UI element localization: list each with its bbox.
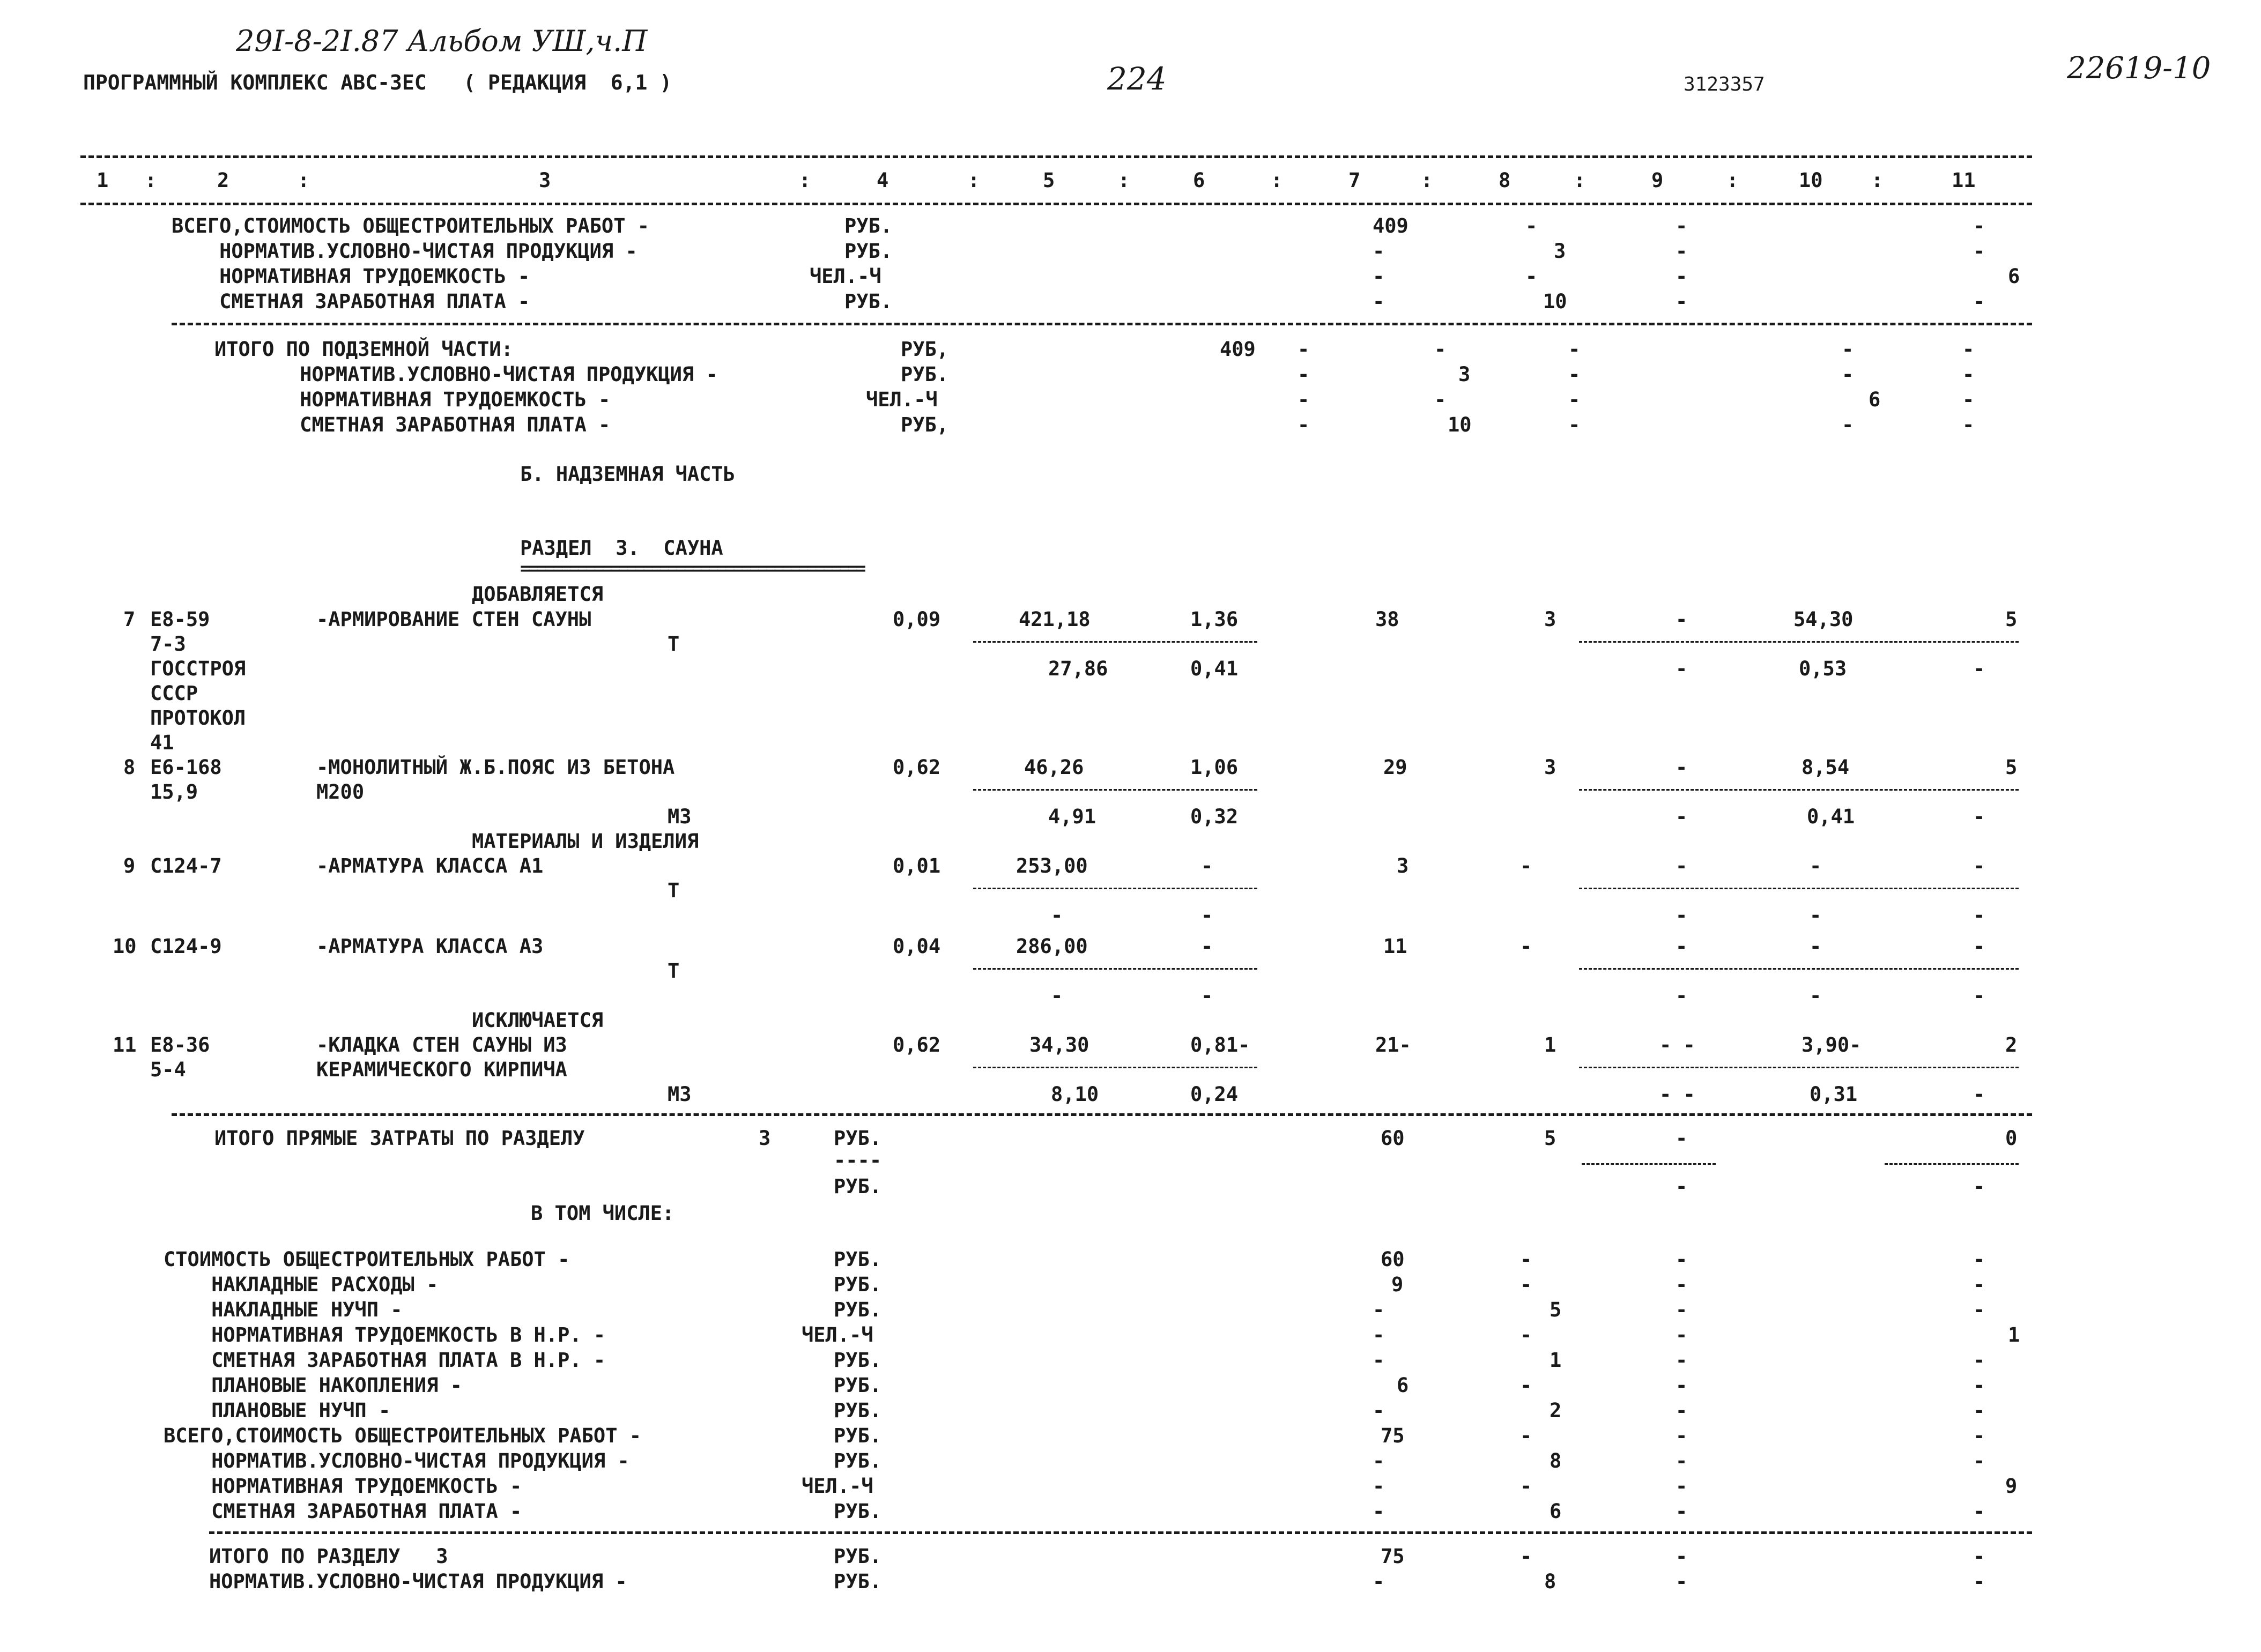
breakdown-label: НОРМАТИВНАЯ ТРУДОЕМКОСТЬ В Н.Р. - [164,1323,606,1346]
item-wage-price: - [1201,935,1213,958]
breakdown-c11: 9 [2005,1475,2018,1498]
item-c11: 5 [2005,756,2018,779]
item-c10: - [1810,854,1822,877]
block2-h: - [1962,363,1975,386]
breakdown-c7: 60 [1381,1248,1405,1271]
breakdown-c11: - [1973,1449,1985,1472]
block1-c9: - [1676,214,1688,237]
item-c9b: - [1676,805,1688,828]
item-c11b: - [1973,657,1985,680]
breakdown-c11: 1 [2008,1323,2020,1346]
item-number: 11 [113,1033,137,1056]
breakdown-unit: ЧЕЛ.-Ч [802,1323,873,1346]
col-sep-5: : [1118,169,1130,192]
breakdown-c9: - [1676,1323,1688,1346]
block2-unit: РУБ, [901,338,949,361]
breakdown-c8: 1 [1550,1349,1562,1372]
final-unit: РУБ. [834,1545,882,1568]
breakdown-c7: - [1373,1323,1385,1346]
col-sep-7: : [1421,169,1433,192]
item-c9b: - [1676,984,1688,1007]
block1-c7: - [1373,240,1385,263]
breakdown-unit: РУБ. [834,1500,882,1523]
item-subrule [1579,968,2019,970]
totals-c7: 60 [1381,1127,1405,1150]
item-c11: 2 [2005,1033,2018,1056]
block1-c7: - [1373,290,1385,313]
item-unit: Т [668,632,680,656]
totals-c8: 5 [1544,1127,1556,1150]
breakdown-unit: РУБ. [834,1248,882,1271]
item-wage-price: 0,81- [1190,1033,1250,1056]
item-quantity: 0,62 [893,756,941,779]
breakdown-unit: РУБ. [834,1374,882,1397]
block2-h: - [1962,413,1975,436]
col-sep-9: : [1726,169,1739,192]
breakdown-label: ПЛАНОВЫЕ НАКОПЛЕНИЯ - [164,1374,462,1397]
block1-rule [172,323,2032,325]
item-code-extra: 7-3 [150,632,186,656]
breakdown-c7: 75 [1381,1424,1405,1447]
block2-f: - [1842,338,1854,361]
materials-heading: МАТЕРИАЛЫ И ИЗДЕЛИЯ [472,830,699,853]
item-cost: 29 [1383,756,1407,779]
col-header-9: 9 [1651,169,1664,192]
item-c11b: - [1973,1083,1985,1106]
block1-c7: - [1373,265,1385,288]
item-subrule [973,968,1257,970]
table-header-rule [80,203,2032,205]
breakdown-c9: - [1676,1374,1688,1397]
breakdown-label: НАКЛАДНЫЕ РАСХОДЫ - [164,1273,439,1296]
item-c9b: - [1676,657,1688,680]
breakdown-c8: - [1520,1475,1532,1498]
col-sep-6: : [1271,169,1283,192]
breakdown-c9: - [1676,1424,1688,1447]
item-wage-part: - [1201,984,1213,1007]
totals-unit: РУБ. [834,1127,882,1150]
breakdown-c7: - [1373,1500,1385,1523]
breakdown-c8: - [1520,1374,1532,1397]
col-header-1: 1 [97,169,109,192]
block1-label: НОРМАТИВНАЯ ТРУДОЕМКОСТЬ - [172,265,530,288]
breakdown-c9: - [1676,1500,1688,1523]
breakdown-c11: - [1973,1500,1985,1523]
item-wage-price: 1,36 [1190,608,1239,631]
block1-c8: 10 [1543,290,1567,313]
item-subrule [1579,789,2019,791]
item-unit: М3 [668,1083,692,1106]
section-title: Б. НАДЗЕМНАЯ ЧАСТЬ [520,463,735,486]
block2-d: 3 [1458,363,1471,386]
excluded-heading: ИСКЛЮЧАЕТСЯ [472,1009,604,1032]
breakdown-c7: - [1373,1449,1385,1472]
breakdown-c9: - [1676,1298,1688,1321]
item-name: -АРМАТУРА КЛАССА А3 [316,935,544,958]
block2-unit: ЧЕЛ.-Ч [866,388,938,411]
item-name: -АРМАТУРА КЛАССА А1 [316,854,544,877]
block2-d: 10 [1448,413,1472,436]
item-price: 286,00 [1016,935,1088,958]
item-c10b: 0,41 [1807,805,1855,828]
block2-c: - [1434,338,1447,361]
item-subrule [1579,888,2019,889]
item-price-wage: - [1051,904,1063,927]
item-c9: - - [1659,1033,1695,1056]
block2-b: - [1298,388,1310,411]
item-quantity: 0,62 [893,1033,941,1056]
document-code: 3123357 [1684,73,1765,95]
breakdown-unit: РУБ. [834,1273,882,1296]
totals-razdel-no: 3 [759,1127,771,1150]
item-price-wage: 4,91 [1048,805,1096,828]
item-wage-price: - [1201,854,1213,877]
breakdown-c11: - [1973,1349,1985,1372]
block2-e: - [1568,363,1581,386]
final-label: НОРМАТИВ.УСЛОВНО-ЧИСТАЯ ПРОДУКЦИЯ - [209,1570,627,1593]
col-header-6: 6 [1193,169,1205,192]
breakdown-c8: 8 [1550,1449,1562,1472]
breakdown-unit: РУБ. [834,1424,882,1447]
breakdown-unit: ЧЕЛ.-Ч [802,1475,873,1498]
item-name-cont: М200 [316,780,365,803]
item-name: -АРМИРОВАНИЕ СТЕН САУНЫ [316,608,591,631]
breakdown-c8: - [1520,1273,1532,1296]
item-price: 421,18 [1019,608,1091,631]
breakdown-c9: - [1676,1399,1688,1422]
col-sep-3: : [799,169,811,192]
razdel-title: РАЗДЕЛ 3. САУНА [520,537,723,560]
item-c9: - [1676,854,1688,877]
totals-unit-sep: ---- [834,1149,882,1172]
final-rule [209,1531,2032,1534]
item-quantity: 0,04 [893,935,941,958]
col-sep-1: : [145,169,157,192]
col-sep-10: : [1871,169,1884,192]
breakdown-c9: - [1676,1273,1688,1296]
totals-subrule [1582,1163,1716,1165]
item-name-cont: КЕРАМИЧЕСКОГО КИРПИЧА [316,1058,567,1081]
block2-a: 409 [1220,338,1256,361]
breakdown-unit: РУБ. [834,1349,882,1372]
block2-unit: РУБ, [901,413,949,436]
item-cost: 11 [1383,935,1407,958]
item-c10: 8,54 [1802,756,1850,779]
col-header-3: 3 [539,169,551,192]
item-price: 46,26 [1024,756,1084,779]
item-wage-part: 0,41 [1190,657,1239,680]
block2-e: - [1568,388,1581,411]
block1-c11: 6 [2008,265,2020,288]
razdel-underline: ========================================== [520,558,864,578]
item-quantity: 0,09 [893,608,941,631]
item-number: 8 [123,756,136,779]
breakdown-c7: - [1373,1399,1385,1422]
col-sep-4: : [968,169,980,192]
item-c8: 3 [1544,608,1556,631]
item-subrule [973,641,1257,643]
item-price-wage: - [1051,984,1063,1007]
breakdown-c7: - [1373,1475,1385,1498]
block1-unit: ЧЕЛ.-Ч [810,265,881,288]
breakdown-label: НОРМАТИВНАЯ ТРУДОЕМКОСТЬ - [164,1475,522,1498]
final-c8: 8 [1544,1570,1556,1593]
item-c10b: - [1810,984,1822,1007]
item-subrule [1579,641,2019,643]
added-heading: ДОБАВЛЯЕТСЯ [472,583,604,606]
item-code-extra: СССР [150,682,198,705]
item-number: 7 [123,608,136,631]
block1-c8: 3 [1554,240,1566,263]
block2-label: СМЕТНАЯ ЗАРАБОТНАЯ ПЛАТА - [252,413,611,436]
breakdown-label: СТОИМОСТЬ ОБЩЕСТРОИТЕЛЬНЫХ РАБОТ - [164,1248,570,1271]
breakdown-c11: - [1973,1399,1985,1422]
final-c7: 75 [1381,1545,1405,1568]
item-cost: 38 [1375,608,1399,631]
item-c11b: - [1973,904,1985,927]
block1-label: НОРМАТИВ.УСЛОВНО-ЧИСТАЯ ПРОДУКЦИЯ - [172,240,637,263]
item-code: Е6-168 [150,756,222,779]
item-c8: 1 [1544,1033,1556,1056]
item-c10: 54,30 [1793,608,1854,631]
final-label: ИТОГО ПО РАЗДЕЛУ 3 [209,1545,448,1568]
item-name: -МОНОЛИТНЫЙ Ж.Б.ПОЯС ИЗ БЕТОНА [316,756,675,779]
block1-unit: РУБ. [844,214,893,237]
item-unit: М3 [668,805,692,828]
block1-c11: - [1973,240,1985,263]
final-unit: РУБ. [834,1570,882,1593]
item-c11: 5 [2005,608,2018,631]
breakdown-label: СМЕТНАЯ ЗАРАБОТНАЯ ПЛАТА - [164,1500,522,1523]
totals-rule [172,1113,2032,1116]
breakdown-label: ВСЕГО,СТОИМОСТЬ ОБЩЕСТРОИТЕЛЬНЫХ РАБОТ - [164,1424,642,1447]
item-c10b: 0,53 [1799,657,1847,680]
block2-f: - [1842,363,1854,386]
breakdown-c8: - [1520,1248,1532,1271]
item-c9b: - - [1659,1083,1695,1106]
totals-unit2: РУБ. [834,1175,882,1198]
block2-c: - [1434,388,1447,411]
breakdown-c11: - [1973,1273,1985,1296]
final-c7: - [1373,1570,1385,1593]
breakdown-c8: - [1520,1424,1532,1447]
item-code-extra: 41 [150,731,174,754]
block1-c8: - [1525,265,1538,288]
block2-h: - [1962,338,1975,361]
block1-label: ВСЕГО,СТОИМОСТЬ ОБЩЕСТРОИТЕЛЬНЫХ РАБОТ - [172,214,650,237]
block1-unit: РУБ. [844,240,893,263]
item-code-extra: 5-4 [150,1058,186,1081]
col-sep-2: : [298,169,310,192]
item-c10: - [1810,935,1822,958]
totals-c9: - [1676,1127,1688,1150]
block1-c8: - [1525,214,1538,237]
breakdown-c11: - [1973,1424,1985,1447]
col-header-8: 8 [1499,169,1511,192]
item-cost: 3 [1397,854,1409,877]
breakdown-c9: - [1676,1248,1688,1271]
item-c10: 3,90- [1802,1033,1862,1056]
breakdown-label: ПЛАНОВЫЕ НУЧП - [164,1399,391,1422]
block1-label: СМЕТНАЯ ЗАРАБОТНАЯ ПЛАТА - [172,290,530,313]
item-subrule [1579,1067,2019,1068]
item-code: Е8-36 [150,1033,210,1056]
breakdown-c8: - [1520,1323,1532,1346]
block1-unit: РУБ. [844,290,893,313]
item-wage-price: 1,06 [1190,756,1239,779]
block2-b: - [1298,413,1310,436]
col-header-7: 7 [1348,169,1361,192]
block2-g: 6 [1869,388,1881,411]
item-code: С124-7 [150,854,222,877]
breakdown-unit: РУБ. [834,1399,882,1422]
item-price-wage: 27,86 [1048,657,1108,680]
breakdown-c9: - [1676,1475,1688,1498]
item-subrule [973,888,1257,889]
breakdown-c8: 5 [1550,1298,1562,1321]
totals-title: ИТОГО ПРЯМЫЕ ЗАТРАТЫ ПО РАЗДЕЛУ [214,1127,585,1150]
item-code-extra: 15,9 [150,780,198,803]
item-wage-part: 0,32 [1190,805,1239,828]
item-number: 10 [113,935,137,958]
item-number: 9 [123,854,136,877]
item-code: С124-9 [150,935,222,958]
final-c11: - [1973,1545,1985,1568]
item-subrule [973,789,1257,791]
in-that-number-heading: В ТОМ ЧИСЛЕ: [531,1202,674,1225]
block1-c9: - [1676,265,1688,288]
item-name: -КЛАДКА СТЕН САУНЫ ИЗ [316,1033,567,1056]
breakdown-label: НАКЛАДНЫЕ НУЧП - [164,1298,403,1321]
album-reference: 29I-8-2I.87 Альбом УШ,ч.П [236,24,648,58]
block1-c9: - [1676,240,1688,263]
breakdown-c7: - [1373,1298,1385,1321]
item-c9: - [1676,935,1688,958]
item-price: 253,00 [1016,854,1088,877]
block2-e: - [1568,413,1581,436]
block2-b: - [1298,363,1310,386]
col-header-11: 11 [1952,169,1976,192]
page-number: 224 [1107,61,1167,97]
item-wage-part: 0,24 [1190,1083,1239,1106]
block2-unit: РУБ. [901,363,949,386]
block2-label: НОРМАТИВНАЯ ТРУДОЕМКОСТЬ - [252,388,611,411]
breakdown-c9: - [1676,1449,1688,1472]
totals-subrule [1885,1163,2019,1165]
breakdown-c7: - [1373,1349,1385,1372]
breakdown-c11: - [1973,1298,1985,1321]
breakdown-unit: РУБ. [834,1298,882,1321]
block1-c11: - [1973,214,1985,237]
col-header-5: 5 [1043,169,1055,192]
col-sep-8: : [1574,169,1586,192]
item-c8: 3 [1544,756,1556,779]
item-code-extra: ПРОТОКОЛ [150,706,246,730]
col-header-2: 2 [217,169,229,192]
item-wage-part: - [1201,904,1213,927]
item-c11b: - [1973,984,1985,1007]
totals-c9b: - [1676,1175,1688,1198]
final-c8: - [1520,1545,1532,1568]
breakdown-c8: 6 [1550,1500,1562,1523]
item-c8: - [1520,935,1532,958]
block2-f: - [1842,413,1854,436]
item-subrule [973,1067,1257,1068]
final-c11: - [1973,1570,1985,1593]
item-c11: - [1973,935,1985,958]
item-c11b: - [1973,805,1985,828]
item-code: Е8-59 [150,608,210,631]
item-price: 34,30 [1029,1033,1089,1056]
breakdown-label: СМЕТНАЯ ЗАРАБОТНАЯ ПЛАТА В Н.Р. - [164,1349,606,1372]
item-quantity: 0,01 [893,854,941,877]
block2-h: - [1962,388,1975,411]
item-cost: 21- [1375,1033,1411,1056]
totals-c11b: - [1973,1175,1985,1198]
final-c9: - [1676,1545,1688,1568]
item-c9b: - [1676,904,1688,927]
item-code-extra: ГОССТРОЯ [150,657,246,680]
item-unit: Т [668,959,680,983]
breakdown-c7: 9 [1391,1273,1404,1296]
program-title: ПРОГРАММНЫЙ КОМПЛЕКС АВС-3ЕС ( РЕДАКЦИЯ 6,1 ) [83,71,672,94]
item-c9: - [1676,608,1688,631]
block2-e: - [1568,338,1581,361]
totals-c11: 0 [2005,1127,2018,1150]
breakdown-c7: 6 [1397,1374,1409,1397]
item-c10b: - [1810,904,1822,927]
stamp-number: 22619-10 [2067,51,2211,86]
breakdown-c8: 2 [1550,1399,1562,1422]
block1-c11: - [1973,290,1985,313]
breakdown-c11: - [1973,1248,1985,1271]
col-header-4: 4 [877,169,889,192]
breakdown-unit: РУБ. [834,1449,882,1472]
col-header-10: 10 [1799,169,1823,192]
item-price-wage: 8,10 [1051,1083,1099,1106]
breakdown-c9: - [1676,1349,1688,1372]
block1-c7: 409 [1373,214,1409,237]
item-c8: - [1520,854,1532,877]
breakdown-label: НОРМАТИВ.УСЛОВНО-ЧИСТАЯ ПРОДУКЦИЯ - [164,1449,629,1472]
final-c9: - [1676,1570,1688,1593]
block2-label: ИТОГО ПО ПОДЗЕМНОЙ ЧАСТИ: [214,338,513,361]
item-c10b: 0,31 [1810,1083,1858,1106]
block1-c9: - [1676,290,1688,313]
item-unit: Т [668,879,680,902]
table-top-rule [80,155,2032,158]
breakdown-c11: - [1973,1374,1985,1397]
item-c9: - [1676,756,1688,779]
block2-label: НОРМАТИВ.УСЛОВНО-ЧИСТАЯ ПРОДУКЦИЯ - [252,363,718,386]
item-c11: - [1973,854,1985,877]
block2-b: - [1298,338,1310,361]
